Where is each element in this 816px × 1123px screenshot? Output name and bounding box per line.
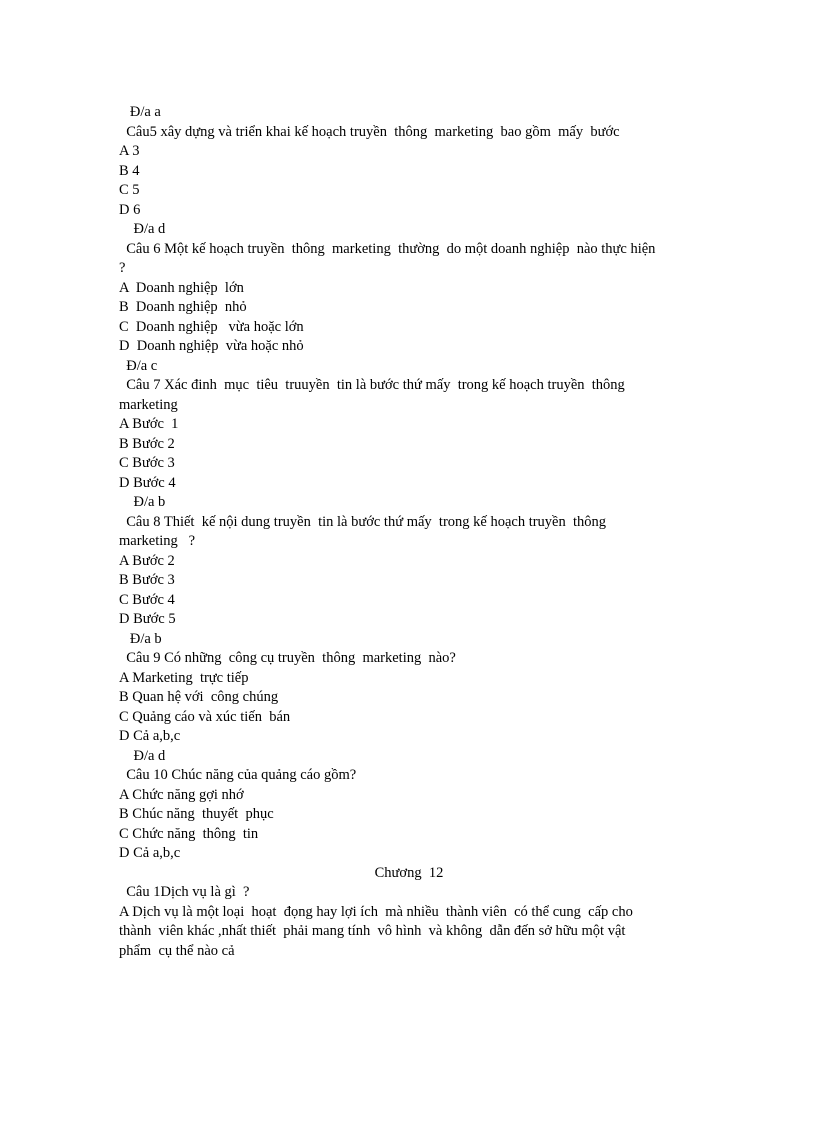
option-d: D Bước 4: [119, 474, 176, 491]
option-a: A Bước 2: [119, 552, 175, 569]
option-b: B Bước 3: [119, 572, 175, 588]
option-a: A Bước 1: [119, 416, 179, 432]
question-10: Câu 10 Chúc năng của quảng cáo gồm?: [119, 767, 357, 783]
text-line: Đ/a a: [119, 104, 161, 120]
option-a: A Marketing trực tiếp: [119, 669, 249, 686]
option-a-cont: phẩm cụ thể nào cả: [119, 942, 235, 959]
option-a: A Doanh nghiệp lớn: [119, 279, 244, 296]
question-9: Câu 9 Có những công cụ truyền thông marketing nào?: [119, 650, 456, 666]
option-c: C Quảng cáo và xúc tiến bán: [119, 708, 291, 725]
chapter-12-block: [119, 883, 699, 961]
qa-block: [119, 103, 699, 864]
document-page: [119, 103, 699, 961]
answer-line: Đ/a b: [119, 494, 166, 510]
question-8-cont: marketing ?: [119, 533, 196, 549]
option-a: A Dịch vụ là một loại hoạt đọng hay lợi ích mà nhiều thành viên có thể cung cấp cho: [119, 903, 633, 920]
question-7: Câu 7 Xác đinh mục tiêu truuyền tin là bước thứ mấy trong kế hoạch truyền thông: [119, 377, 625, 393]
answer-line: Đ/a d: [119, 747, 166, 764]
question-6: Câu 6 Một kế hoạch truyền thông marketing thường do một doanh nghiệp nào thực hiện: [119, 240, 656, 257]
question-5: Câu5 xây dựng và triển khai kế hoạch truyền thông marketing bao gồm mấy bước: [119, 123, 620, 140]
question-7-cont: marketing: [119, 396, 178, 413]
answer-line: Đ/a b: [119, 630, 162, 647]
chapter-heading: Chương 12: [374, 864, 444, 881]
option-b: B Doanh nghiệp nhỏ: [119, 299, 247, 315]
option-c: C Bước 3: [119, 455, 175, 471]
option-b: B Quan hệ với công chúng: [119, 689, 279, 705]
answer-line: Đ/a d: [119, 221, 166, 237]
option-c: C Chức năng thông tin: [119, 825, 259, 842]
question-6-cont: ?: [119, 260, 126, 276]
answer-line: Đ/a c: [119, 357, 158, 374]
option-c: C Bước 4: [119, 591, 175, 608]
question-8: Câu 8 Thiết kế nội dung truyền tin là bước thứ mấy trong kế hoạch truyền thông: [119, 513, 607, 530]
question-1: Câu 1Dịch vụ là gì ?: [119, 884, 250, 900]
option-d: D Cả a,b,c: [119, 728, 181, 744]
option-b: B 4: [119, 162, 140, 179]
option-d: D Doanh nghiệp vừa hoặc nhỏ: [119, 338, 304, 354]
option-b: B Chúc năng thuyết phục: [119, 806, 274, 822]
option-d: D 6: [119, 201, 141, 218]
option-a: A 3: [119, 143, 140, 159]
option-d: D Bước 5: [119, 611, 176, 627]
option-a-cont: thành viên khác ,nhất thiết phải mang tính vô hình và không dẫn đến sở hữu một vật: [119, 923, 626, 939]
option-b: B Bước 2: [119, 435, 175, 452]
option-d: D Cả a,b,c: [119, 845, 181, 861]
option-c: C Doanh nghiệp vừa hoặc lớn: [119, 318, 304, 335]
option-c: C 5: [119, 182, 140, 198]
option-a: A Chức năng gợi nhớ: [119, 786, 244, 803]
